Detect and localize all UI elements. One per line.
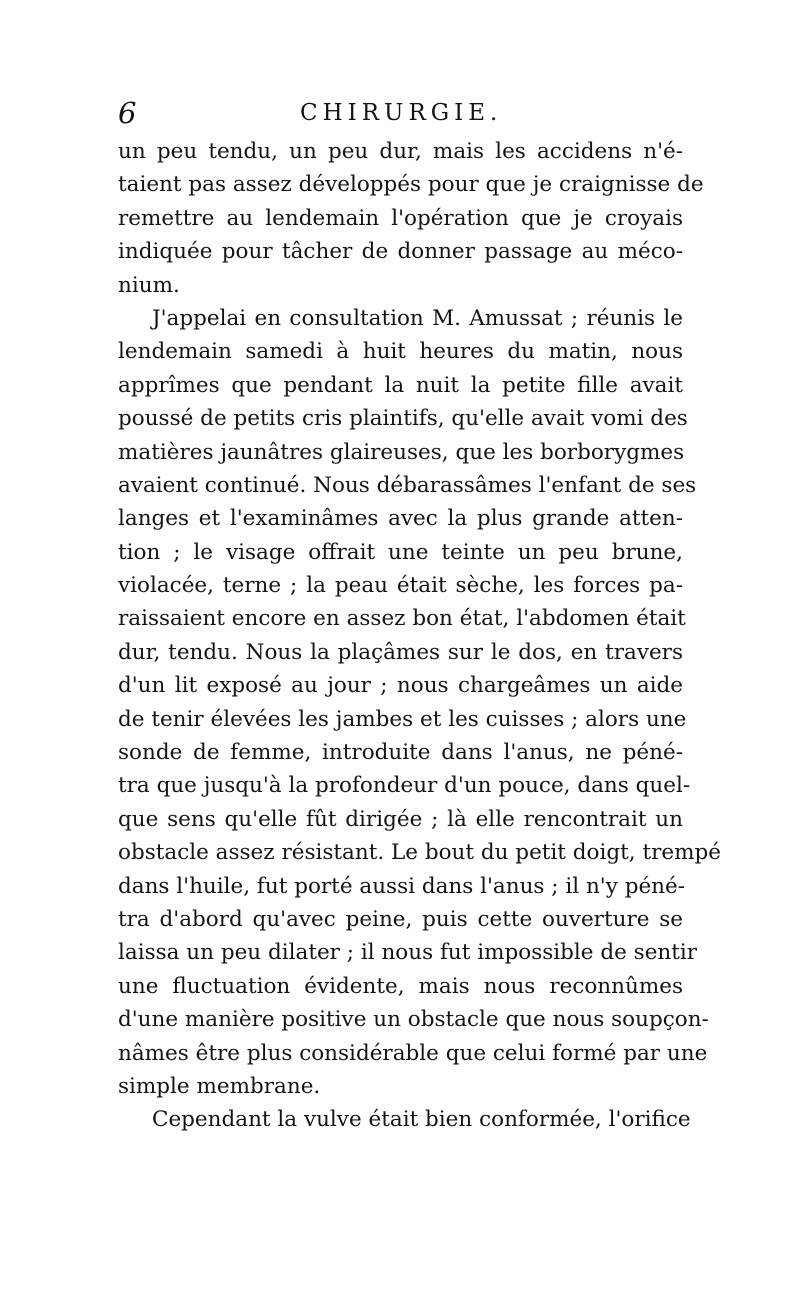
text-line: simple membrane. (118, 1073, 321, 1099)
page-number: 6 (118, 96, 137, 130)
text-line: laissa un peu dilater ; il nous fut impossible de sentir (118, 940, 698, 966)
text-line: J'appelai en consultation M. Amussat ; réunis le (152, 305, 683, 331)
text-line: d'une manière positive un obstacle que nous soupçon- (118, 1007, 709, 1033)
text-line: un peu tendu, un peu dur, mais les accidens n'é- (118, 139, 683, 164)
text-line: raissaient encore en assez bon état, l'abdomen était (118, 606, 686, 632)
text-line: indiquée pour tâcher de donner passage au méco- (118, 239, 683, 265)
body-text (118, 135, 721, 1137)
text-line: apprîmes que pendant la nuit la petite fille avait (118, 372, 683, 398)
text-line: nâmes être plus considérable que celui formé par une (118, 1040, 708, 1066)
text-line: tion ; le visage offrait une teinte un peu brune, (118, 539, 683, 565)
text-line: tra que jusqu'à la profondeur d'un pouce, dans quel- (118, 773, 691, 799)
text-line: de tenir élevées les jambes et les cuisses ; alors une (118, 706, 687, 732)
page-header (118, 93, 698, 133)
text-line: dur, tendu. Nous la plaçâmes sur le dos, en travers (118, 639, 683, 665)
text-line: taient pas assez développés pour que je craignisse de (118, 172, 704, 198)
text-line: d'un lit exposé au jour ; nous chargeâmes un aide (118, 673, 683, 699)
text-line: avaient continué. Nous débarassâmes l'enfant de ses (118, 472, 697, 498)
text-line: sonde de femme, introduite dans l'anus, ne péné- (118, 740, 683, 766)
text-line: une fluctuation évidente, mais nous reconnûmes (118, 973, 683, 999)
text-line: nium. (118, 272, 180, 298)
text-line: langes et l'examinâmes avec la plus grande atten- (118, 506, 683, 532)
running-head: CHIRURGIE. (300, 100, 503, 126)
text-line: que sens qu'elle fût dirigée ; là elle rencontrait un (118, 806, 683, 832)
text-line: violacée, terne ; la peau était sèche, les forces pa- (118, 573, 683, 599)
text-line: remettre au lendemain l'opération que je croyais (118, 205, 683, 231)
text-line: lendemain samedi à huit heures du matin, nous (118, 339, 683, 365)
text-line: tra d'abord qu'avec peine, puis cette ouverture se (118, 906, 683, 932)
text-line: dans l'huile, fut porté aussi dans l'anus ; il n'y péné- (118, 873, 686, 899)
text-line: poussé de petits cris plaintifs, qu'elle avait vomi des (118, 406, 688, 432)
text-line: matières jaunâtres glaireuses, que les borborygmes (118, 439, 685, 465)
text-line: Cependant la vulve était bien conformée, l'orifice (152, 1107, 691, 1133)
text-line: obstacle assez résistant. Le bout du petit doigt, trempé (118, 840, 721, 866)
